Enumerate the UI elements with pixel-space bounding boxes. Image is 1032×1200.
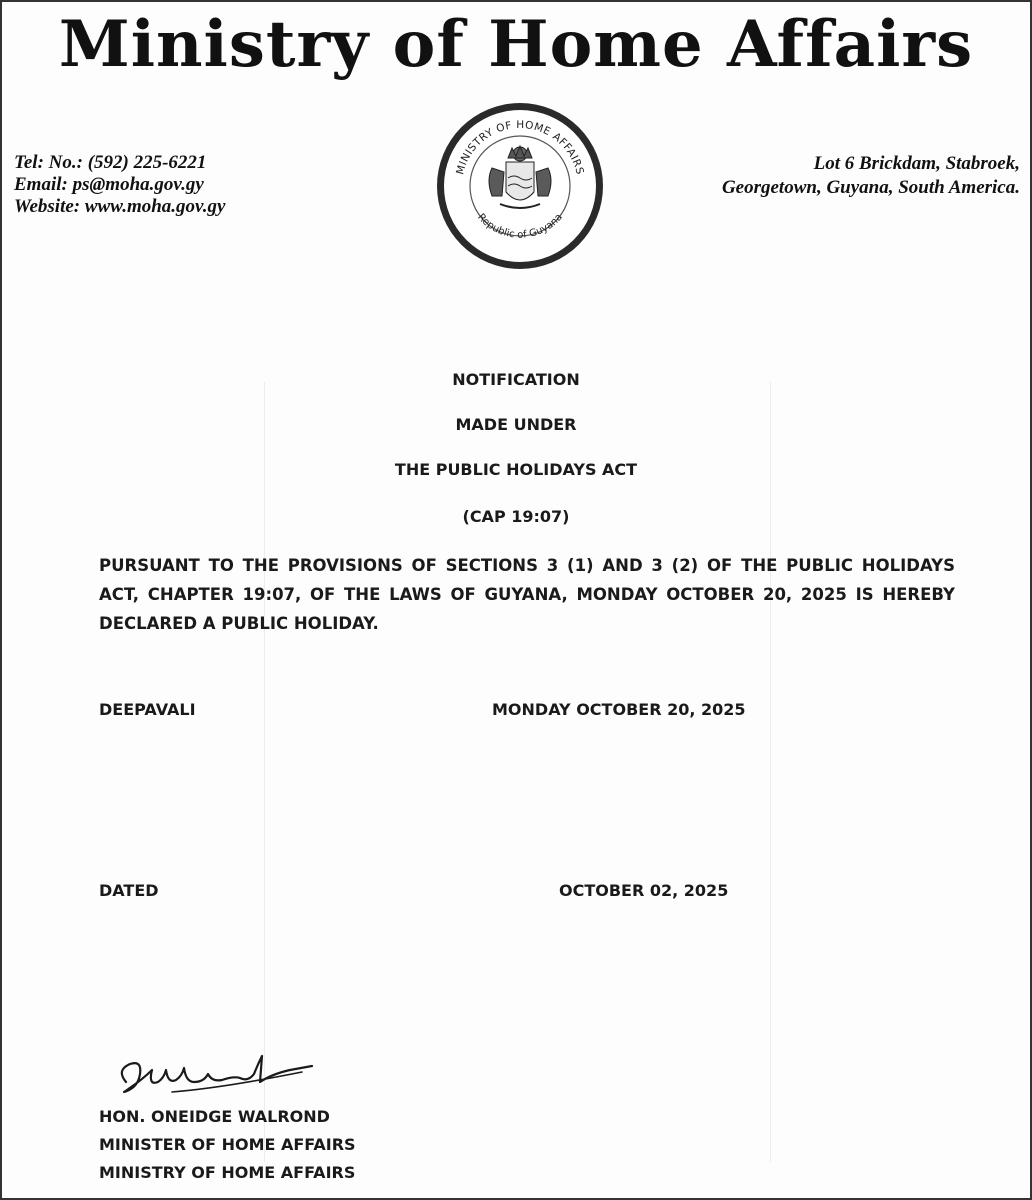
address-line-1: Lot 6 Brickdam, Stabroek, <box>813 153 1020 174</box>
holiday-name: DEEPAVALI <box>99 700 196 719</box>
seal-bottom-text: Republic of Guyana <box>475 211 565 241</box>
ministry-masthead: Ministry of Home Affairs <box>58 7 974 82</box>
address-line-2: Georgetown, Guyana, South America. <box>721 177 1020 198</box>
signatory-name: HON. ONEIDGE WALROND <box>99 1107 330 1126</box>
made-under-heading: MADE UNDER <box>455 415 577 434</box>
ministry-address <box>722 152 1020 200</box>
declaration-paragraph: PURSUANT TO THE PROVISIONS OF SECTIONS 3 (1) AND 3 (2) OF THE PUBLIC HOLIDAYS ACT, CHAPTER 19:07, OF THE LAWS OF GUYANA, MONDAY OCTOBER 20, 2025 IS HEREBY DECLARED A PUBLIC HOLIDAY. <box>99 556 955 633</box>
contact-details <box>14 152 225 218</box>
seal-top-text: MINISTRY OF HOME AFFAIRS <box>454 118 586 176</box>
scan-fold-mark <box>264 382 265 1162</box>
dated-label: DATED <box>99 881 159 900</box>
signatory-ministry: MINISTRY OF HOME AFFAIRS <box>99 1163 356 1182</box>
minister-signature <box>112 1052 322 1104</box>
telephone-number: Tel: No.: (592) 225-6221 <box>14 152 207 173</box>
scan-fold-mark <box>770 382 771 1162</box>
signatory-title: MINISTER OF HOME AFFAIRS <box>99 1135 356 1154</box>
dated-date: OCTOBER 02, 2025 <box>559 881 729 900</box>
holiday-date: MONDAY OCTOBER 20, 2025 <box>492 700 746 719</box>
email-address: Email: ps@moha.gov.gy <box>14 174 204 195</box>
chapter-reference: (CAP 19:07) <box>462 507 570 526</box>
notification-heading: NOTIFICATION <box>452 370 580 389</box>
website-address: Website: www.moha.gov.gy <box>14 196 226 217</box>
act-title-heading: THE PUBLIC HOLIDAYS ACT <box>394 460 638 479</box>
ministry-seal-icon <box>434 100 606 272</box>
